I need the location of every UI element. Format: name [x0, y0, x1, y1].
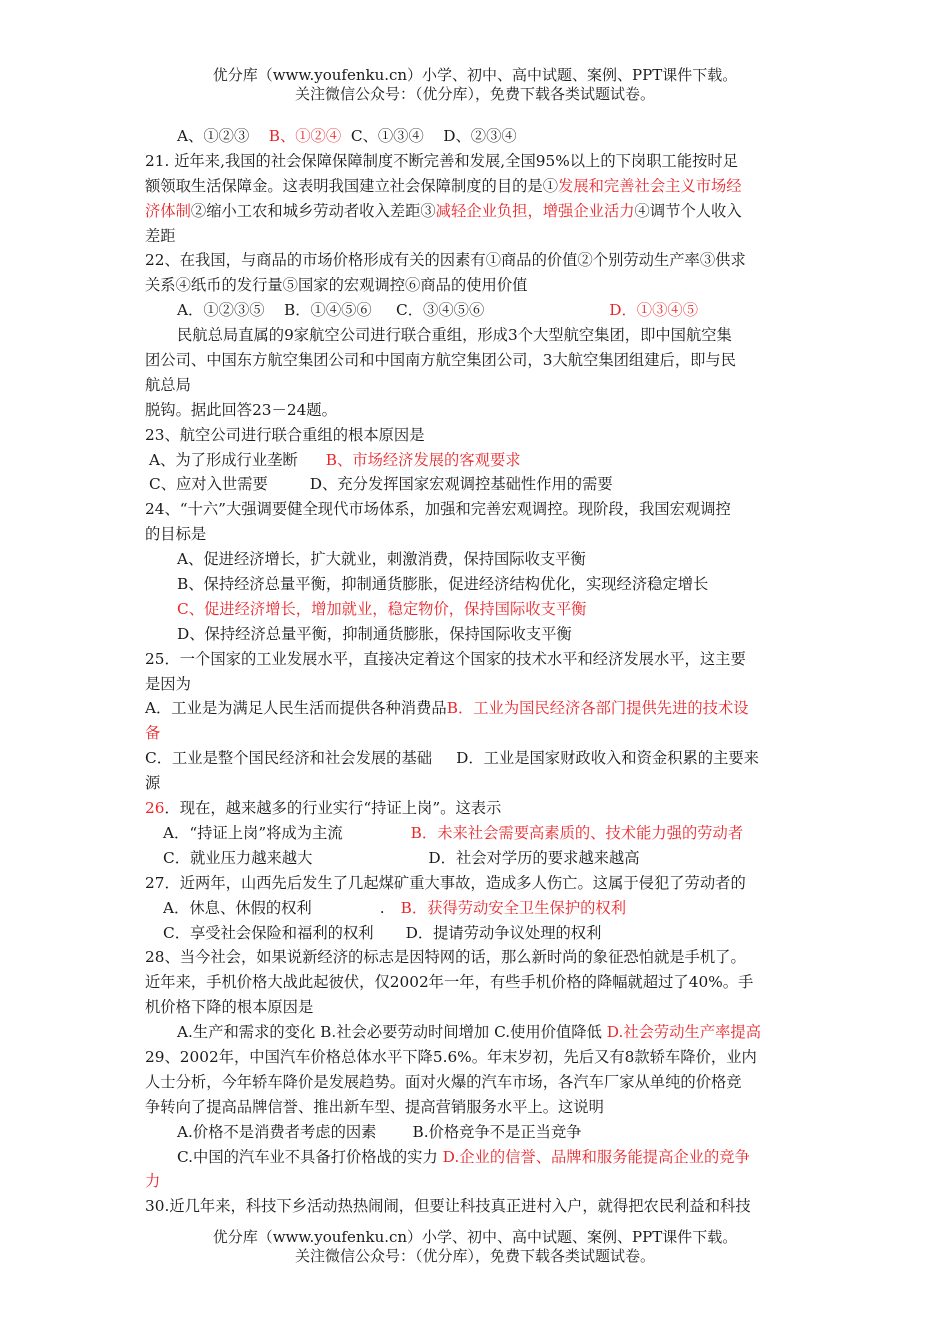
q28-option-d-answer: D.社会劳动生产率提高 — [606, 1023, 762, 1042]
q26-options-ab — [145, 821, 810, 846]
q20-option-d: D、②③④ — [443, 127, 517, 145]
q26-option-c: C．就业压力越来越大 — [163, 848, 313, 867]
q21-line-1: 21. 近年来,我国的社会保障保障制度不断完善和发展,全国95%以上的下岗职工能按时足 — [145, 151, 739, 170]
q25-line-2: 是因为 — [145, 674, 191, 693]
q20-option-a: A、①②③ — [177, 127, 250, 145]
q21-answer-1: 发展和完善社会主义市场经 — [558, 176, 742, 195]
q26-option-d: D．社会对学历的要求越来越高 — [428, 848, 640, 867]
q28-options-abc: A.生产和需求的变化 B.社会必要劳动时间增加 C.使用价值降低 — [177, 1023, 607, 1042]
q21-line-4: 差距 — [145, 226, 176, 245]
q22-line-1: 22、在我国，与商品的市场价格形成有关的因素有①商品的价值②个别劳动生产率③供求 — [145, 251, 746, 270]
q23-option-c: C、应对入世需要 — [149, 475, 268, 494]
q28-line-1: 28、当今社会，如果说新经济的标志是因特网的话，那么新时尚的象征恐怕就是手机了。 — [145, 948, 746, 967]
q22-line-2: 关系④纸币的发行量⑤国家的宏观调控⑥商品的使用价值 — [145, 276, 528, 295]
q27-options-ab — [145, 896, 810, 921]
q26-option-b-answer: B．未来社会需要高素质的、技术能力强的劳动者 — [410, 823, 744, 842]
q26-text: ．现在，越来越多的行业实行“持证上岗”。这表示 — [164, 799, 502, 818]
q25-option-d-end: 源 — [145, 774, 161, 793]
q23-stem: 23、航空公司进行联合重组的根本原因是 — [145, 425, 425, 444]
q21-option-2: ②缩小工农和城乡劳动者收入差距③ — [190, 201, 436, 220]
q24-line-2: 的目标是 — [145, 525, 207, 544]
q21-line-2-text: 额领取生活保障金。这表明我国建立社会保障制度的目的是① — [145, 176, 559, 195]
q20-option-c: C、①③④ — [350, 127, 424, 145]
passage-line-3: 航总局 — [145, 375, 191, 394]
q22-option-a: A．①②③⑤ — [177, 301, 265, 320]
q21-line-3 — [145, 199, 810, 224]
q23-option-d: D、充分发挥国家宏观调控基础性作用的需要 — [309, 475, 613, 494]
q27-option-c: C．享受社会保险和福利的权利 — [163, 923, 374, 942]
q29-option-c: C.中国的汽车业不具备打价格战的实力 — [177, 1147, 443, 1166]
q25-line-1: 25．一个国家的工业发展水平，直接决定着这个国家的技术水平和经济发展水平，这主要 — [145, 649, 746, 668]
q21-line-2 — [145, 174, 810, 199]
q25-option-b-answer: B．工业为国民经济各部门提供先进的技术设 — [446, 699, 749, 718]
passage-line-2: 团公司、中国东方航空集团公司和中国南方航空集团公司，3大航空集团组建后，即与民 — [145, 351, 737, 370]
q23-options-cd — [145, 472, 810, 497]
q29-line-2: 人士分析，今年轿车降价是发展趋势。面对火爆的汽车市场，各汽车厂家从单纯的价格竞 — [145, 1072, 742, 1091]
footer-line-1: 优分库（www.youfenku.cn）小学、初中、高中试题、案例、PPT课件下载。 — [212, 1228, 738, 1246]
q30-line-1: 30.近几年来，科技下乡活动热热闹闹，但要让科技真正进村入户，就得把农民利益和科技 — [145, 1197, 751, 1216]
q29-options-ab — [145, 1120, 810, 1145]
q24-option-b: B、保持经济总量平衡，抑制通货膨胀，促进经济结构优化，实现经济稳定增长 — [177, 575, 709, 594]
q23-options-ab — [145, 448, 810, 473]
q29-line-3: 争转向了提高品牌信誉、推出新车型、提高营销服务水平上。这说明 — [145, 1097, 604, 1116]
q23-option-a: A、为了形成行业垄断 — [149, 450, 298, 469]
q20-option-b-answer: B、①②④ — [268, 127, 342, 145]
q29-option-a: A.价格不是消费者考虑的因素 — [177, 1122, 377, 1141]
q29-option-d-answer: D.企业的信誉、品牌和服务能提高企业的竞争 — [442, 1147, 750, 1166]
q24-option-a: A、促进经济增长，扩大就业，刺激消费，保持国际收支平衡 — [177, 550, 586, 569]
q21-option-4: ④调节个人收入 — [634, 201, 742, 220]
q26-option-a: A．“持证上岗”将成为主流 — [163, 823, 343, 842]
q28-line-3: 机价格下降的根本原因是 — [145, 998, 314, 1017]
passage-line-4: 脱钩。据此回答23－24题。 — [145, 400, 337, 419]
q21-answer-1-end: 济体制 — [145, 201, 191, 220]
q27-options-cd — [145, 921, 810, 946]
q22-option-b: B．①④⑤⑥ — [284, 301, 372, 320]
q25-option-c: C．工业是整个国民经济和社会发展的基础 — [145, 749, 433, 768]
q25-option-b-answer-end: 备 — [145, 724, 161, 743]
q27-option-b-answer: B．获得劳动安全卫生保护的权利 — [400, 898, 627, 917]
q21-answer-3: 减轻企业负担，增强企业活力 — [435, 201, 635, 220]
q25-options-ab — [145, 696, 810, 721]
q27-option-a: A．休息、休假的权利 — [163, 898, 312, 917]
q27-option-d: D．提请劳动争议处理的权利 — [405, 923, 602, 942]
q25-options-cd — [145, 746, 810, 771]
q27-stem: 27．近两年，山西先后发生了几起煤矿重大事故，造成多人伤亡。这属于侵犯了劳动者的 — [145, 873, 746, 892]
header-line-2: 关注微信公众号：（优分库），免费下载各类试题试卷。 — [294, 85, 655, 103]
q29-option-b: B.价格竞争不是正当竞争 — [412, 1122, 582, 1141]
q29-options-cd — [145, 1145, 810, 1170]
q29-line-1: 29、2002年，中国汽车价格总体水平下降5.6%。年末岁初，先后又有8款轿车降价，业内 — [145, 1047, 757, 1066]
q26-number: 26 — [145, 799, 165, 818]
q22-option-d-answer: D．①③④⑤ — [609, 301, 698, 320]
q24-option-c-answer: C、促进经济增长，增加就业，稳定物价，保持国际收支平衡 — [177, 599, 587, 618]
q26-options-cd — [145, 846, 810, 871]
q23-option-b-answer: B、市场经济发展的客观要求 — [325, 450, 521, 469]
q22-option-c: C．③④⑤⑥ — [396, 301, 485, 320]
q26-stem — [145, 796, 810, 821]
page-footer — [0, 1228, 950, 1266]
q24-option-d: D、保持经济总量平衡，抑制通货膨胀，保持国际收支平衡 — [177, 624, 572, 643]
header-line-1: 优分库（www.youfenku.cn）小学、初中、高中试题、案例、PPT课件下载。 — [212, 66, 738, 84]
q29-option-d-answer-end: 力 — [145, 1172, 161, 1191]
footer-line-2: 关注微信公众号：（优分库），免费下载各类试题试卷。 — [294, 1247, 655, 1265]
q24-line-1: 24、“十六”大强调要健全现代市场体系，加强和完善宏观调控。现阶段，我国宏观调控 — [145, 500, 731, 519]
q28-options — [145, 1020, 810, 1045]
q22-options — [145, 298, 810, 323]
page-header — [0, 66, 950, 104]
q28-line-2: 近年来，手机价格大战此起彼伏，仅2002年一年，有些手机价格的降幅就超过了40%。手 — [145, 973, 754, 992]
document-body — [145, 124, 810, 1219]
q25-option-d: D．工业是国家财政收入和资金积累的主要来 — [456, 749, 759, 768]
q25-option-a: A．工业是为满足人民生活而提供各种消费品 — [145, 699, 447, 718]
passage-line-1: 民航总局直属的9家航空公司进行联合重组，形成3个大型航空集团，即中国航空集 — [177, 326, 732, 345]
q20-options — [145, 124, 810, 149]
q27-dot: . — [379, 898, 385, 917]
